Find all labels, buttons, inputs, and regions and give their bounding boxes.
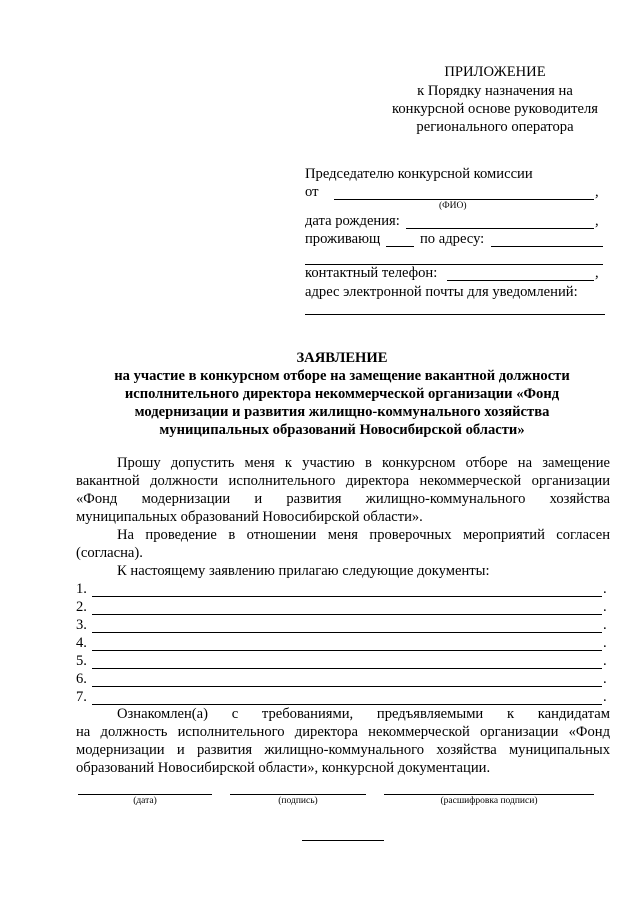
living-ending-line — [386, 246, 414, 247]
doc-line-2 — [92, 614, 602, 615]
doc-subtitle-2: исполнительного директора некоммерческой организации «Фонд — [124, 386, 560, 402]
email-label: адрес электронной почты для уведомлений: — [305, 284, 578, 300]
doc-line-5 — [92, 668, 602, 669]
doc-end-5: . — [603, 653, 607, 669]
doc-num-6: 6. — [76, 671, 87, 687]
doc-end-7: . — [603, 689, 607, 705]
appendix-line-3: регионального оператора — [416, 119, 574, 135]
p1-line-2: вакантной должности исполнительного директора некоммерческой организации — [76, 473, 610, 489]
doc-num-5: 5. — [76, 653, 87, 669]
from-label: от — [305, 184, 319, 200]
decode-line — [384, 794, 594, 795]
p4-line-3: модернизации и развития жилищно-коммунального хозяйства муниципальных — [76, 742, 610, 758]
doc-end-6: . — [603, 671, 607, 687]
doc-num-4: 4. — [76, 635, 87, 651]
birth-line — [406, 228, 594, 229]
doc-num-7: 7. — [76, 689, 87, 705]
p2-line-2: (согласна). — [76, 545, 143, 561]
doc-line-1 — [92, 596, 602, 597]
addressee-to: Председателю конкурсной комиссии — [305, 166, 533, 182]
doc-end-4: . — [603, 635, 607, 651]
date-line — [78, 794, 212, 795]
final-separator — [302, 840, 384, 841]
doc-line-3 — [92, 632, 602, 633]
p4-line-4: образований Новосибирской области», конкурсной документации. — [76, 760, 491, 776]
sign-caption: (подпись) — [278, 796, 318, 806]
doc-line-6 — [92, 686, 602, 687]
date-caption: (дата) — [133, 796, 157, 806]
appendix-title: ПРИЛОЖЕНИЕ — [444, 64, 546, 80]
p3-line: К настоящему заявлению прилагаю следующие документы: — [117, 563, 490, 579]
fio-comma: , — [595, 184, 599, 200]
doc-subtitle-1: на участие в конкурсном отборе на замещение вакантной должности — [114, 368, 570, 384]
birth-comma: , — [595, 213, 599, 229]
p1-line-3: «Фонд модернизации и развития жилищно-коммунального хозяйства — [76, 491, 610, 507]
doc-subtitle-3: модернизации и развития жилищно-коммунального хозяйства — [134, 404, 550, 420]
doc-num-1: 1. — [76, 581, 87, 597]
email-line — [305, 314, 605, 315]
fio-caption: (ФИО) — [439, 201, 467, 211]
p4-line-2: на должность исполнительного директора некоммерческой организации «Фонд — [76, 724, 610, 740]
p2-line-1: На проведение в отношении меня проверочных мероприятий согласен — [117, 527, 610, 543]
p1-line-4: муниципальных образований Новосибирской области». — [76, 509, 423, 525]
doc-line-4 — [92, 650, 602, 651]
doc-num-2: 2. — [76, 599, 87, 615]
living-label: проживающ — [305, 231, 381, 247]
phone-label: контактный телефон: — [305, 265, 438, 281]
phone-line — [447, 280, 594, 281]
sign-line — [230, 794, 366, 795]
doc-end-2: . — [603, 599, 607, 615]
birth-label: дата рождения: — [305, 213, 400, 229]
doc-end-3: . — [603, 617, 607, 633]
p1-line-1: Прошу допустить меня к участию в конкурсном отборе на замещение — [117, 455, 610, 471]
doc-subtitle-4: муниципальных образований Новосибирской области» — [159, 422, 525, 438]
phone-comma: , — [595, 265, 599, 281]
decode-caption: (расшифровка подписи) — [440, 796, 538, 806]
p4-line-1: Ознакомлен(а) с требованиями, предъявляемыми к кандидатам — [117, 706, 610, 722]
address-label: по адресу: — [420, 231, 485, 247]
doc-end-1: . — [603, 581, 607, 597]
doc-line-7 — [92, 704, 602, 705]
doc-title: ЗАЯВЛЕНИЕ — [296, 350, 388, 366]
doc-num-3: 3. — [76, 617, 87, 633]
fio-line — [334, 199, 594, 200]
address-line-1 — [491, 246, 603, 247]
appendix-line-1: к Порядку назначения на — [417, 83, 573, 99]
appendix-line-2: конкурсной основе руководителя — [392, 101, 598, 117]
